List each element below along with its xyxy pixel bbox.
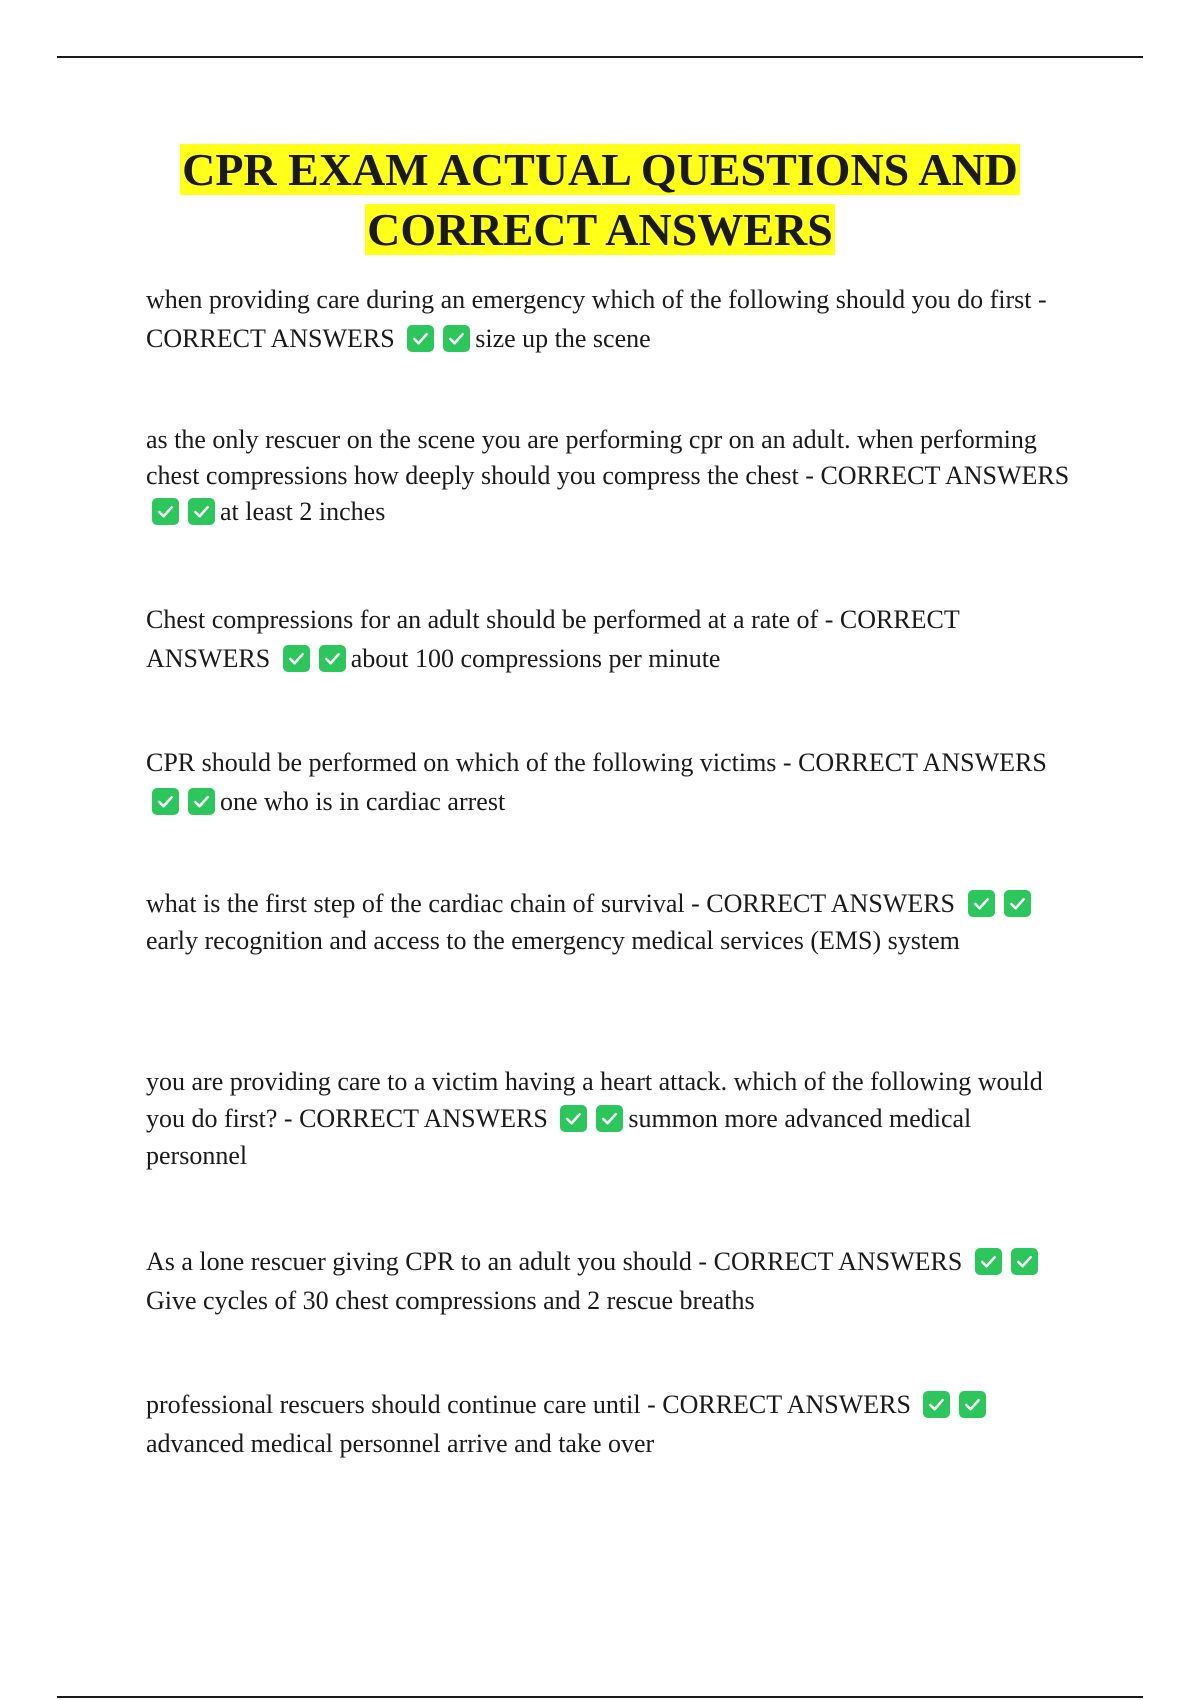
question-text: Chest compressions for an adult should be performed at a rate of - [146,605,840,634]
top-rule [57,56,1143,58]
question-text: CPR should be performed on which of the following victims - [146,748,799,777]
check-mark-icon [959,1391,986,1418]
title-line-2: CORRECT ANSWERS [367,204,833,255]
bottom-rule [57,1696,1143,1698]
answer-marker: CORRECT ANSWERS [146,605,960,673]
answer-text: summon more advanced medical personnel [146,1104,972,1170]
question-text: when providing care during an emergency which of the following should you do first - [146,285,1047,314]
check-mark-icon [923,1391,950,1418]
qa-item-8 [146,1385,1076,1463]
question-text: as the only rescuer on the scene you are performing cpr on an adult. when performing chest compressions how deeply should you compress the chest - [146,425,1037,490]
qa-item-3 [146,600,1076,678]
check-mark-icon [152,788,179,815]
answer-marker: CORRECT ANSWERS [299,1104,548,1133]
answer-marker: CORRECT ANSWERS [820,461,1070,490]
check-mark-icon [407,325,434,352]
answer-text: advanced medical personnel arrive and take over [146,1429,655,1458]
qa-item-6 [146,1063,1076,1174]
question-text: you are providing care to a victim having a heart attack. which of the following would you do first? - [146,1067,1043,1133]
check-mark-icon [968,890,995,917]
answer-text: at least 2 inches [220,497,386,526]
check-mark-icon [188,498,215,525]
answer-text: one who is in cardiac arrest [220,787,506,816]
answer-text: early recognition and access to the emergency medical services (EMS) system [146,926,960,955]
qa-item-1 [146,280,1076,358]
answer-marker: CORRECT ANSWERS [146,324,395,353]
question-text: what is the first step of the cardiac chain of survival - [146,889,707,918]
check-mark-icon [283,645,310,672]
answer-marker: CORRECT ANSWERS [662,1390,911,1419]
check-mark-icon [319,645,346,672]
answer-marker: CORRECT ANSWERS [713,1247,963,1276]
qa-item-4 [146,743,1076,821]
qa-item-7 [146,1242,1076,1320]
answer-marker: CORRECT ANSWERS [798,748,1047,777]
check-mark-icon [1011,1248,1038,1275]
question-text: professional rescuers should continue care until - [146,1390,663,1419]
check-mark-icon [188,788,215,815]
answer-text: size up the scene [475,324,651,353]
check-mark-icon [975,1248,1002,1275]
check-mark-icon [1004,890,1031,917]
answer-text: Give cycles of 30 chest compressions and 2 rescue breaths [146,1286,755,1315]
title-line-1: CPR EXAM ACTUAL QUESTIONS AND [182,144,1018,195]
check-mark-icon [596,1105,623,1132]
answer-marker: CORRECT ANSWERS [706,889,956,918]
document-title [0,140,1200,260]
check-mark-icon [152,498,179,525]
qa-item-5 [146,885,1076,959]
check-mark-icon [443,325,470,352]
qa-item-2 [146,422,1076,530]
question-text: As a lone rescuer giving CPR to an adult you should - [146,1247,714,1276]
answer-text: about 100 compressions per minute [350,644,721,673]
check-mark-icon [560,1105,587,1132]
